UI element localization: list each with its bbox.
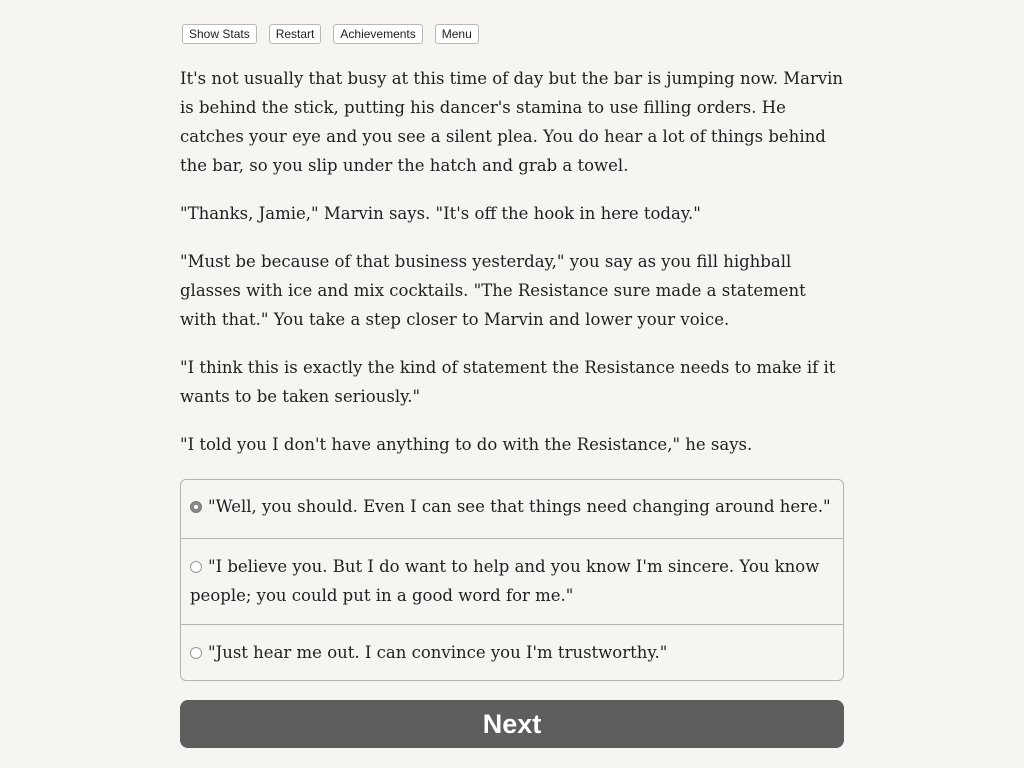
radio-icon[interactable] <box>190 647 202 659</box>
story-paragraph: "I told you I don't have anything to do with the Resistance," he says. <box>180 435 753 454</box>
radio-icon[interactable] <box>190 561 202 573</box>
next-button[interactable]: Next <box>180 700 844 748</box>
story-paragraph: It's not usually that busy at this time of day but the bar is jumping now. Marvin is behind the stick, putting his dancer's stamina to use filling orders. He catches your eye and you see a silent plea. You do hear a lot of things behind the bar, so you slip under the hatch and grab a towel. <box>180 69 844 175</box>
toolbar <box>182 24 479 44</box>
story-paragraph: "Must be because of that business yesterday," you say as you fill highball glasses with ice and mix cocktails. "The Resistance sure made a statement with that." You take a step closer to Marvin and lower your voice. <box>180 252 806 329</box>
story-paragraph: "Thanks, Jamie," Marvin says. "It's off the hook in here today." <box>180 204 701 223</box>
achievements-button[interactable]: Achievements <box>333 24 422 44</box>
choice-label: "I believe you. But I do want to help and you know I'm sincere. You know people; you could put in a good word for me." <box>190 557 820 605</box>
radio-selected-icon[interactable] <box>190 501 202 513</box>
choice-option-3[interactable] <box>181 624 843 680</box>
show-stats-button[interactable]: Show Stats <box>182 24 257 44</box>
story-paragraph: "I think this is exactly the kind of statement the Resistance needs to make if it wants to be taken seriously." <box>180 358 836 406</box>
restart-button[interactable]: Restart <box>269 24 322 44</box>
story-text <box>180 64 844 478</box>
choice-option-2[interactable] <box>181 538 843 624</box>
choice-list <box>180 479 844 681</box>
menu-button[interactable]: Menu <box>435 24 479 44</box>
choice-label: "Just hear me out. I can convince you I'm trustworthy." <box>208 643 668 662</box>
choice-option-1[interactable] <box>181 480 843 538</box>
choice-label: "Well, you should. Even I can see that things need changing around here." <box>208 497 831 516</box>
